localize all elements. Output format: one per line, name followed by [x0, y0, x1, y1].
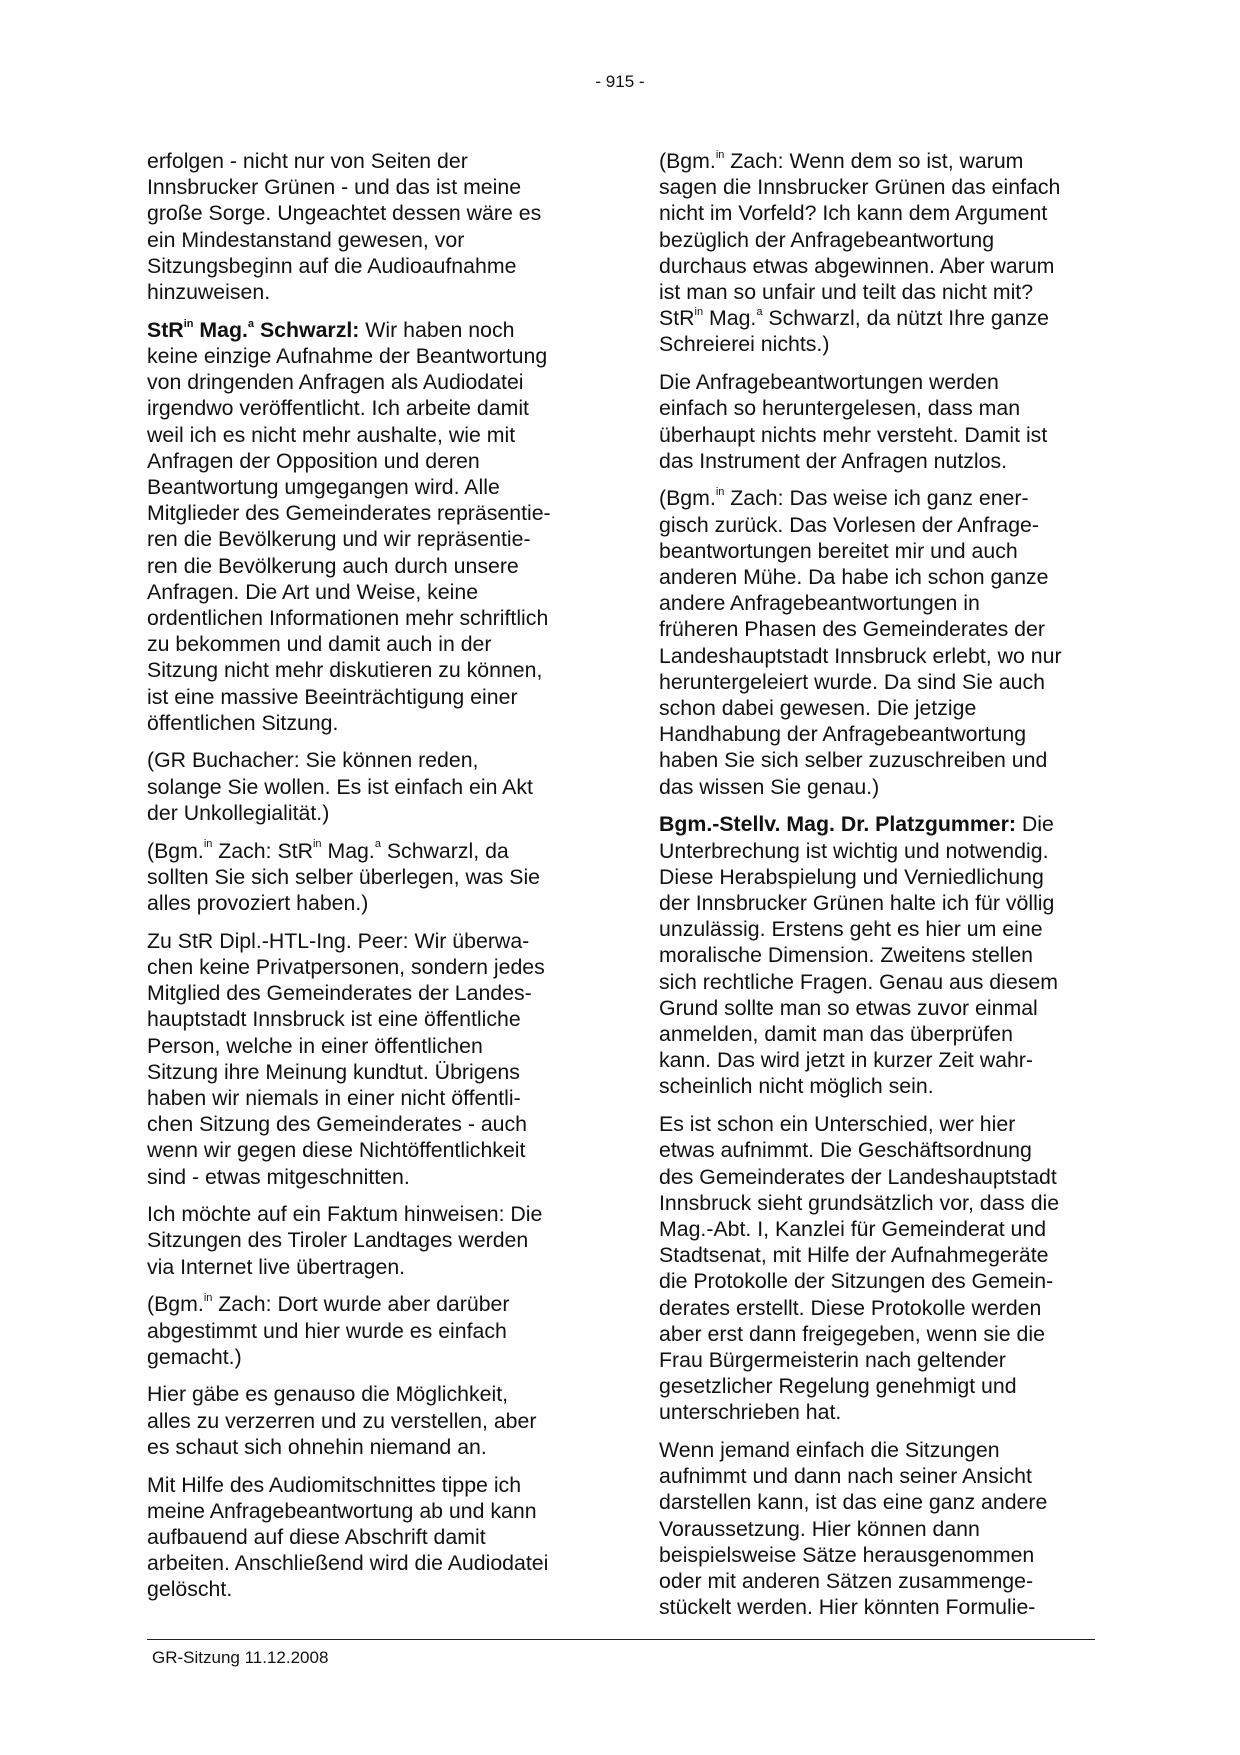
paragraph: Die Anfragebeantwortungen werden einfach so heruntergelesen, dass man überhaupt nichts mehr versteht. Damit ist das Instrument der Anfragen nutzlos. [659, 370, 1048, 473]
right-column [659, 148, 1104, 1632]
paragraph: Es ist schon ein Unterschied, wer hier etwas aufnimmt. Die Geschäftsordnung des Gemeinderates der Landeshauptstadt Innsbruck sieht grundsätzlich vor, dass die Mag.-Abt. I, Kanzlei für Gemeinderat und Stadtsenat, mit Hilfe der Aufnahmegeräte die Protokolle der Sitzungen des Gemein- derates erstellt. Diese Protokolle werden aber erst dann freigegeben, wenn sie die Frau Bürgermeisterin nach geltender gesetzlicher Regelung genehmigt und unterschrieben hat. [659, 1112, 1060, 1425]
paragraph: erfolgen - nicht nur von Seiten der Innsbrucker Grünen - und das ist meine große Sorge. Ungeachtet dessen wäre es ein Mindestanstand gewesen, vor Sitzungsbeginn auf die Audioaufnahme hinzuweisen. [147, 149, 542, 305]
footer-divider [147, 1639, 1095, 1640]
paragraph: (Bgm.$^{in}$ Zach: Dort wurde aber darüber abgestimmt und hier wurde es einfach gemacht.) [147, 1292, 510, 1369]
paragraph: Zu StR Dipl.-HTL-Ing. Peer: Wir überwa- chen keine Privatpersonen, sondern jedes Mitglied des Gemeinderates der Landes- hauptstadt Innsbruck ist eine öffentliche Person, welche in einer öffentlichen Sitzung ihre Meinung kundtut. Übrigens haben wir niemals in einer nicht öffentli- chen Sitzung des Gemeinderates - auch wenn wir gegen diese Nichtöffentlichkeit sind - etwas mitgeschnitten. [147, 928, 545, 1189]
paragraph: (GR Buchacher: Sie können reden, solange Sie wollen. Es ist einfach ein Akt der Unkollegialität.) [147, 748, 533, 825]
paragraph: Wenn jemand einfach die Sitzungen aufnimmt und dann nach seiner Ansicht darstellen kann, ist das eine ganz andere Voraussetzung. Hier können dann beispielsweise Sätze herausgenommen oder mit anderen Sätzen zusammenge- stückelt werden. Hier könnten Formulie- [659, 1438, 1048, 1620]
footer-session-date: GR-Sitzung 11.12.2008 [152, 1648, 329, 1667]
left-column [147, 148, 592, 1614]
paragraph: Bgm.-Stellv. Mag. Dr. Platzgummer: Die Unterbrechung ist wichtig und notwendig. Diese Herabspielung und Verniedlichung der Innsbrucker Grünen halte ich für völlig unzulässig. Erstens geht es hier um eine moralische Dimension. Zweitens stellen sich rechtliche Fragen. Genau aus diesem Grund sollte man so etwas zuvor einmal anmelden, damit man das überprüfen kann. Das wird jetzt in kurzer Zeit wahr- scheinlich nicht möglich sein. [659, 812, 1058, 1099]
paragraph: (Bgm.$^{in}$ Zach: StR$^{in}$ Mag.$^a$ Schwarzl, da sollten Sie sich selber überlegen, was Sie alles provoziert haben.) [147, 838, 541, 915]
speaker-name: StR$^{in}$ Mag.$^a$ Schwarzl: [147, 317, 360, 342]
paragraph: Hier gäbe es genauso die Möglichkeit, alles zu verzerren und zu verstellen, aber es schaut sich ohnehin niemand an. [147, 1382, 537, 1459]
paragraph: StR$^{in}$ Mag.$^a$ Schwarzl: Wir haben noch keine einzige Aufnahme der Beantwortung von dringenden Anfragen als Audiodatei irgendwo veröffentlicht. Ich arbeite damit weil ich es nicht mehr aushalte, wie mit Anfragen der Opposition und deren Beantwortung umgegangen wird. Alle Mitglieder des Gemeinderates repräsentie- ren die Bevölkerung und wir repräsentie- ren die Bevölkerung auch durch unsere Anfragen. Die Art und Weise, keine ordentlichen Informationen mehr schriftlich zu bekommen und damit auch in der Sitzung nicht mehr diskutieren zu können, ist eine massive Beeinträchtigung einer öffentlichen Sitzung. [147, 317, 551, 735]
page-number: - 915 - [595, 72, 645, 91]
paragraph: Ich möchte auf ein Faktum hinweisen: Die Sitzungen des Tiroler Landtages werden via Internet live übertragen. [147, 1202, 543, 1279]
paragraph: (Bgm.$^{in}$ Zach: Wenn dem so ist, warum sagen die Innsbrucker Grünen das einfach nicht im Vorfeld? Ich kann dem Argument bezüglich der Anfragebeantwortung durchaus etwas abgewinnen. Aber warum ist man so unfair und teilt das nicht mit? StR$^{in}$ Mag.$^a$ Schwarzl, da nützt Ihre ganze Schreierei nichts.) [659, 148, 1061, 357]
speaker-name: Bgm.-Stellv. Mag. Dr. Platzgummer: [659, 812, 1016, 837]
paragraph: Mit Hilfe des Audiomitschnittes tippe ich meine Anfragebeantwortung ab und kann aufbauend auf diese Abschrift damit arbeiten. Anschließend wird die Audiodatei gelöscht. [147, 1472, 549, 1602]
paragraph: (Bgm.$^{in}$ Zach: Das weise ich ganz ener- gisch zurück. Das Vorlesen der Anfrage- beantwortungen bereitet mir und auch anderen Mühe. Da habe ich schon ganze andere Anfragebeantwortungen in früheren Phasen des Gemeinderates der Landeshauptstadt Innsbruck erlebt, wo nur heruntergeleiert wurde. Da sind Sie auch schon dabei gewesen. Die jetzige Handhabung der Anfragebeantwortung haben Sie sich selber zuzuschreiben und das wissen Sie genau.) [659, 486, 1062, 799]
